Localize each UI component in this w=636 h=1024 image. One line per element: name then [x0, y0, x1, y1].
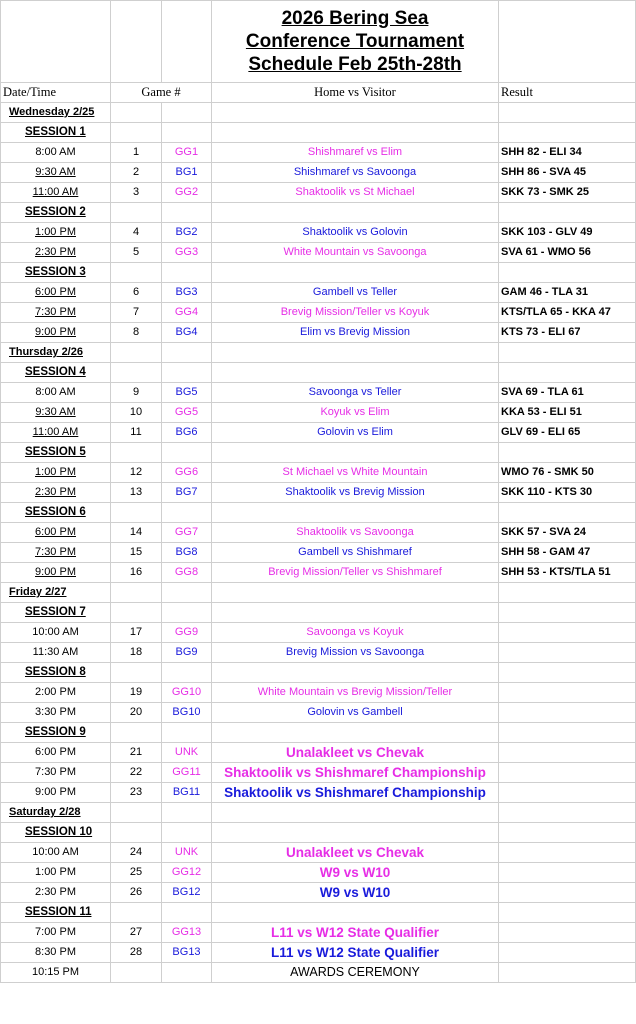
empty-cell[interactable] — [499, 583, 636, 603]
game-code[interactable]: GG4 — [162, 303, 212, 323]
empty-cell[interactable] — [212, 203, 499, 223]
empty-cell[interactable] — [111, 123, 162, 143]
game-row — [1, 883, 636, 903]
empty-cell[interactable] — [212, 503, 499, 523]
game-code[interactable]: GG3 — [162, 243, 212, 263]
empty-cell[interactable] — [111, 663, 162, 683]
game-row — [1, 843, 636, 863]
game-result[interactable]: SKK 110 - KTS 30 — [499, 483, 636, 503]
game-code[interactable]: GG6 — [162, 463, 212, 483]
empty-cell[interactable] — [499, 723, 636, 743]
awards-time[interactable]: 10:15 PM — [1, 963, 111, 983]
game-row — [1, 563, 636, 583]
empty-cell[interactable] — [499, 803, 636, 823]
game-number[interactable]: 4 — [111, 223, 162, 243]
game-number[interactable]: 23 — [111, 783, 162, 803]
matchup[interactable]: Shaktoolik vs Savoonga — [212, 523, 499, 543]
empty-cell[interactable] — [162, 343, 212, 363]
empty-cell[interactable] — [162, 803, 212, 823]
empty-cell[interactable] — [111, 263, 162, 283]
game-number[interactable]: 21 — [111, 743, 162, 763]
game-result[interactable]: GAM 46 - TLA 31 — [499, 283, 636, 303]
session-label-text: SESSION 7 — [25, 606, 86, 618]
session-label[interactable] — [1, 603, 111, 623]
header-result[interactable]: Result — [499, 83, 636, 103]
game-code[interactable]: BG7 — [162, 483, 212, 503]
game-result[interactable]: SHH 86 - SVA 45 — [499, 163, 636, 183]
matchup[interactable]: Golovin vs Elim — [212, 423, 499, 443]
game-number[interactable]: 11 — [111, 423, 162, 443]
game-row — [1, 483, 636, 503]
title-line-2: Conference Tournament — [245, 31, 465, 52]
game-time[interactable]: 1:00 PM — [1, 223, 111, 243]
session-label[interactable] — [1, 823, 111, 843]
empty-cell[interactable] — [499, 343, 636, 363]
game-result[interactable] — [499, 763, 636, 783]
matchup[interactable]: Unalakleet vs Chevak — [212, 843, 499, 863]
matchup[interactable]: White Mountain vs Brevig Mission/Teller — [212, 683, 499, 703]
game-code[interactable]: UNK — [162, 843, 212, 863]
game-result[interactable]: SHH 58 - GAM 47 — [499, 543, 636, 563]
empty-cell[interactable] — [499, 603, 636, 623]
schedule-body — [1, 1, 636, 983]
empty-cell[interactable] — [499, 263, 636, 283]
game-number[interactable]: 12 — [111, 463, 162, 483]
game-row — [1, 923, 636, 943]
game-code[interactable]: BG9 — [162, 643, 212, 663]
day-label[interactable] — [1, 803, 111, 823]
header-row — [1, 83, 636, 103]
day-row — [1, 583, 636, 603]
game-row — [1, 783, 636, 803]
session-row — [1, 823, 636, 843]
game-time[interactable]: 9:00 PM — [1, 783, 111, 803]
matchup[interactable]: Shaktoolik vs Shishmaref Championship — [212, 763, 499, 783]
game-row — [1, 703, 636, 723]
day-row — [1, 103, 636, 123]
game-code[interactable]: BG4 — [162, 323, 212, 343]
game-result[interactable]: SHH 53 - KTS/TLA 51 — [499, 563, 636, 583]
game-number[interactable]: 7 — [111, 303, 162, 323]
day-label-text: Wednesday 2/25 — [9, 106, 95, 118]
empty-cell[interactable] — [212, 443, 499, 463]
game-code[interactable]: BG12 — [162, 883, 212, 903]
game-time[interactable]: 9:00 PM — [1, 563, 111, 583]
game-row — [1, 403, 636, 423]
empty-cell[interactable] — [212, 723, 499, 743]
game-result[interactable]: SVA 61 - WMO 56 — [499, 243, 636, 263]
empty-cell[interactable] — [162, 603, 212, 623]
header-datetime[interactable]: Date/Time — [1, 83, 111, 103]
game-number[interactable]: 20 — [111, 703, 162, 723]
empty-cell[interactable] — [499, 963, 636, 983]
game-result[interactable]: KKA 53 - ELI 51 — [499, 403, 636, 423]
game-number[interactable]: 3 — [111, 183, 162, 203]
game-row — [1, 523, 636, 543]
game-code[interactable]: GG9 — [162, 623, 212, 643]
session-row — [1, 663, 636, 683]
game-number[interactable]: 8 — [111, 323, 162, 343]
game-result[interactable]: SKK 57 - SVA 24 — [499, 523, 636, 543]
empty-cell[interactable] — [162, 903, 212, 923]
session-row — [1, 903, 636, 923]
empty-cell[interactable] — [111, 503, 162, 523]
game-time[interactable]: 3:30 PM — [1, 703, 111, 723]
empty-cell[interactable] — [212, 343, 499, 363]
game-row — [1, 863, 636, 883]
game-code[interactable]: BG6 — [162, 423, 212, 443]
matchup[interactable]: Golovin vs Gambell — [212, 703, 499, 723]
game-time[interactable]: 8:00 AM — [1, 143, 111, 163]
game-result[interactable] — [499, 843, 636, 863]
empty-cell[interactable] — [162, 723, 212, 743]
game-code[interactable]: BG5 — [162, 383, 212, 403]
empty-cell[interactable] — [162, 103, 212, 123]
empty-cell[interactable] — [111, 583, 162, 603]
session-label-text: SESSION 9 — [25, 726, 86, 738]
empty-cell[interactable] — [162, 263, 212, 283]
game-time[interactable]: 10:00 AM — [1, 623, 111, 643]
game-result[interactable]: SHH 82 - ELI 34 — [499, 143, 636, 163]
empty-cell[interactable] — [212, 583, 499, 603]
matchup[interactable]: Brevig Mission/Teller vs Koyuk — [212, 303, 499, 323]
session-row — [1, 723, 636, 743]
empty-cell[interactable] — [212, 603, 499, 623]
game-result[interactable]: KTS 73 - ELI 67 — [499, 323, 636, 343]
empty-cell[interactable] — [162, 823, 212, 843]
game-number[interactable]: 9 — [111, 383, 162, 403]
game-result[interactable]: KTS/TLA 65 - KKA 47 — [499, 303, 636, 323]
game-time[interactable]: 7:30 PM — [1, 303, 111, 323]
game-result[interactable]: SKK 103 - GLV 49 — [499, 223, 636, 243]
session-label-text: SESSION 4 — [25, 366, 86, 378]
game-time[interactable]: 9:30 AM — [1, 163, 111, 183]
game-number[interactable]: 15 — [111, 543, 162, 563]
empty-cell[interactable] — [162, 443, 212, 463]
session-row — [1, 263, 636, 283]
matchup[interactable]: Shaktoolik vs Brevig Mission — [212, 483, 499, 503]
session-label[interactable] — [1, 443, 111, 463]
empty-cell[interactable] — [162, 583, 212, 603]
empty-cell[interactable] — [212, 363, 499, 383]
game-result[interactable] — [499, 643, 636, 663]
game-number[interactable]: 27 — [111, 923, 162, 943]
session-row — [1, 203, 636, 223]
game-time[interactable]: 11:30 AM — [1, 643, 111, 663]
game-row — [1, 383, 636, 403]
game-row — [1, 683, 636, 703]
matchup[interactable]: Brevig Mission/Teller vs Shishmaref — [212, 563, 499, 583]
game-time[interactable]: 9:00 PM — [1, 323, 111, 343]
empty-cell[interactable] — [111, 963, 162, 983]
title-row — [1, 1, 636, 83]
game-number[interactable]: 14 — [111, 523, 162, 543]
empty-cell[interactable] — [111, 803, 162, 823]
session-label-text: SESSION 3 — [25, 266, 86, 278]
game-code[interactable]: BG11 — [162, 783, 212, 803]
matchup[interactable]: Shaktoolik vs St Michael — [212, 183, 499, 203]
game-row — [1, 303, 636, 323]
game-code[interactable]: UNK — [162, 743, 212, 763]
game-code[interactable]: BG8 — [162, 543, 212, 563]
empty-cell[interactable] — [111, 723, 162, 743]
empty-cell[interactable] — [499, 903, 636, 923]
game-row — [1, 763, 636, 783]
empty-cell[interactable] — [212, 823, 499, 843]
game-code[interactable]: BG1 — [162, 163, 212, 183]
title-line-1: 2026 Bering Sea — [281, 8, 429, 29]
game-code[interactable]: BG3 — [162, 283, 212, 303]
matchup[interactable]: Savoonga vs Teller — [212, 383, 499, 403]
empty-cell[interactable] — [499, 103, 636, 123]
session-label-text: SESSION 1 — [25, 126, 86, 138]
empty-cell[interactable] — [499, 663, 636, 683]
game-number[interactable]: 18 — [111, 643, 162, 663]
title-cell-empty-5[interactable] — [499, 1, 636, 83]
awards-row — [1, 963, 636, 983]
game-number[interactable]: 5 — [111, 243, 162, 263]
day-label[interactable] — [1, 103, 111, 123]
game-row — [1, 243, 636, 263]
page-title[interactable] — [212, 1, 499, 83]
game-time[interactable]: 10:00 AM — [1, 843, 111, 863]
game-code[interactable]: GG7 — [162, 523, 212, 543]
game-number[interactable]: 1 — [111, 143, 162, 163]
game-number[interactable]: 17 — [111, 623, 162, 643]
session-label[interactable] — [1, 123, 111, 143]
day-label-text: Thursday 2/26 — [9, 346, 83, 358]
matchup[interactable]: W9 vs W10 — [212, 863, 499, 883]
game-time[interactable]: 11:00 AM — [1, 183, 111, 203]
session-label[interactable] — [1, 663, 111, 683]
matchup[interactable]: Gambell vs Shishmaref — [212, 543, 499, 563]
game-code[interactable]: GG13 — [162, 923, 212, 943]
empty-cell[interactable] — [212, 803, 499, 823]
game-time[interactable]: 6:00 PM — [1, 283, 111, 303]
empty-cell[interactable] — [499, 503, 636, 523]
game-result[interactable] — [499, 943, 636, 963]
empty-cell[interactable] — [162, 123, 212, 143]
game-result[interactable] — [499, 863, 636, 883]
game-time[interactable]: 11:00 AM — [1, 423, 111, 443]
game-result[interactable] — [499, 683, 636, 703]
empty-cell[interactable] — [499, 443, 636, 463]
empty-cell[interactable] — [162, 963, 212, 983]
game-row — [1, 643, 636, 663]
game-result[interactable] — [499, 703, 636, 723]
game-row — [1, 323, 636, 343]
empty-cell[interactable] — [162, 363, 212, 383]
session-label-text: SESSION 8 — [25, 666, 86, 678]
game-row — [1, 163, 636, 183]
game-code[interactable]: GG2 — [162, 183, 212, 203]
game-code[interactable]: GG12 — [162, 863, 212, 883]
game-code[interactable]: BG2 — [162, 223, 212, 243]
matchup[interactable]: Gambell vs Teller — [212, 283, 499, 303]
game-time[interactable]: 2:30 PM — [1, 483, 111, 503]
game-row — [1, 943, 636, 963]
game-time[interactable]: 7:30 PM — [1, 763, 111, 783]
game-row — [1, 623, 636, 643]
game-time[interactable]: 8:00 AM — [1, 383, 111, 403]
empty-cell[interactable] — [111, 363, 162, 383]
empty-cell[interactable] — [212, 263, 499, 283]
game-result[interactable] — [499, 923, 636, 943]
matchup[interactable]: W9 vs W10 — [212, 883, 499, 903]
matchup[interactable]: Koyuk vs Elim — [212, 403, 499, 423]
matchup[interactable]: Elim vs Brevig Mission — [212, 323, 499, 343]
game-row — [1, 183, 636, 203]
game-time[interactable]: 1:00 PM — [1, 463, 111, 483]
session-label[interactable] — [1, 903, 111, 923]
title-cell-empty-2[interactable] — [111, 1, 162, 83]
session-label[interactable] — [1, 263, 111, 283]
game-time[interactable]: 2:00 PM — [1, 683, 111, 703]
session-label-text: SESSION 10 — [25, 826, 93, 838]
game-number[interactable]: 22 — [111, 763, 162, 783]
empty-cell[interactable] — [111, 203, 162, 223]
awards-ceremony[interactable]: AWARDS CEREMONY — [212, 963, 499, 983]
game-time[interactable]: 6:00 PM — [1, 523, 111, 543]
session-row — [1, 443, 636, 463]
session-label-text: SESSION 2 — [25, 206, 86, 218]
game-time[interactable]: 8:30 PM — [1, 943, 111, 963]
game-result[interactable]: WMO 76 - SMK 50 — [499, 463, 636, 483]
empty-cell[interactable] — [111, 443, 162, 463]
session-label-text: SESSION 11 — [25, 906, 92, 918]
empty-cell[interactable] — [111, 903, 162, 923]
title-line-3: Schedule Feb 25th-28th — [248, 54, 462, 75]
matchup[interactable]: St Michael vs White Mountain — [212, 463, 499, 483]
game-row — [1, 223, 636, 243]
empty-cell[interactable] — [499, 823, 636, 843]
empty-cell[interactable] — [212, 903, 499, 923]
header-matchup[interactable]: Home vs Visitor — [212, 83, 499, 103]
game-result[interactable]: SVA 69 - TLA 61 — [499, 383, 636, 403]
matchup[interactable]: Savoonga vs Koyuk — [212, 623, 499, 643]
day-label-text: Saturday 2/28 — [9, 806, 81, 818]
matchup[interactable]: Unalakleet vs Chevak — [212, 743, 499, 763]
game-code[interactable]: GG11 — [162, 763, 212, 783]
day-label[interactable] — [1, 583, 111, 603]
day-row — [1, 803, 636, 823]
session-label-text: SESSION 5 — [25, 446, 86, 458]
session-label[interactable] — [1, 723, 111, 743]
game-row — [1, 283, 636, 303]
game-number[interactable]: 6 — [111, 283, 162, 303]
title-cell-empty-3[interactable] — [162, 1, 212, 83]
game-result[interactable] — [499, 783, 636, 803]
empty-cell[interactable] — [162, 663, 212, 683]
session-label-text: SESSION 6 — [25, 506, 86, 518]
game-code[interactable]: GG5 — [162, 403, 212, 423]
game-code[interactable]: GG8 — [162, 563, 212, 583]
game-number[interactable]: 24 — [111, 843, 162, 863]
empty-cell[interactable] — [212, 123, 499, 143]
matchup[interactable]: Shaktoolik vs Golovin — [212, 223, 499, 243]
empty-cell[interactable] — [111, 343, 162, 363]
game-time[interactable]: 9:30 AM — [1, 403, 111, 423]
game-number[interactable]: 13 — [111, 483, 162, 503]
session-row — [1, 123, 636, 143]
game-result[interactable] — [499, 883, 636, 903]
day-row — [1, 343, 636, 363]
empty-cell[interactable] — [111, 823, 162, 843]
empty-cell[interactable] — [499, 363, 636, 383]
empty-cell[interactable] — [162, 503, 212, 523]
game-time[interactable]: 7:30 PM — [1, 543, 111, 563]
title-cell-empty-1[interactable] — [1, 1, 111, 83]
empty-cell[interactable] — [212, 663, 499, 683]
empty-cell[interactable] — [162, 203, 212, 223]
game-number[interactable]: 2 — [111, 163, 162, 183]
matchup[interactable]: Shaktoolik vs Shishmaref Championship — [212, 783, 499, 803]
day-label[interactable] — [1, 343, 111, 363]
empty-cell[interactable] — [111, 603, 162, 623]
day-label-text: Friday 2/27 — [9, 586, 67, 598]
matchup[interactable]: Shishmaref vs Elim — [212, 143, 499, 163]
empty-cell[interactable] — [499, 123, 636, 143]
game-result[interactable]: GLV 69 - ELI 65 — [499, 423, 636, 443]
game-number[interactable]: 10 — [111, 403, 162, 423]
game-time[interactable]: 2:30 PM — [1, 243, 111, 263]
game-row — [1, 463, 636, 483]
game-row — [1, 543, 636, 563]
empty-cell[interactable] — [111, 103, 162, 123]
game-number[interactable]: 28 — [111, 943, 162, 963]
matchup[interactable]: Brevig Mission vs Savoonga — [212, 643, 499, 663]
session-row — [1, 363, 636, 383]
header-game[interactable]: Game # — [111, 83, 212, 103]
game-number[interactable]: 26 — [111, 883, 162, 903]
game-row — [1, 423, 636, 443]
game-result[interactable]: SKK 73 - SMK 25 — [499, 183, 636, 203]
game-time[interactable]: 2:30 PM — [1, 883, 111, 903]
matchup[interactable]: Shishmaref vs Savoonga — [212, 163, 499, 183]
game-time[interactable]: 6:00 PM — [1, 743, 111, 763]
session-row — [1, 603, 636, 623]
game-result[interactable] — [499, 743, 636, 763]
game-time[interactable]: 7:00 PM — [1, 923, 111, 943]
empty-cell[interactable] — [499, 203, 636, 223]
empty-cell[interactable] — [212, 103, 499, 123]
game-time[interactable]: 1:00 PM — [1, 863, 111, 883]
game-result[interactable] — [499, 623, 636, 643]
session-label[interactable] — [1, 363, 111, 383]
matchup[interactable]: L11 vs W12 State Qualifier — [212, 943, 499, 963]
game-code[interactable]: BG13 — [162, 943, 212, 963]
game-code[interactable]: GG1 — [162, 143, 212, 163]
game-row — [1, 143, 636, 163]
game-number[interactable]: 25 — [111, 863, 162, 883]
matchup[interactable]: L11 vs W12 State Qualifier — [212, 923, 499, 943]
game-number[interactable]: 16 — [111, 563, 162, 583]
session-label[interactable] — [1, 203, 111, 223]
session-label[interactable] — [1, 503, 111, 523]
game-number[interactable]: 19 — [111, 683, 162, 703]
game-code[interactable]: BG10 — [162, 703, 212, 723]
game-row — [1, 743, 636, 763]
matchup[interactable]: White Mountain vs Savoonga — [212, 243, 499, 263]
game-code[interactable]: GG10 — [162, 683, 212, 703]
session-row — [1, 503, 636, 523]
